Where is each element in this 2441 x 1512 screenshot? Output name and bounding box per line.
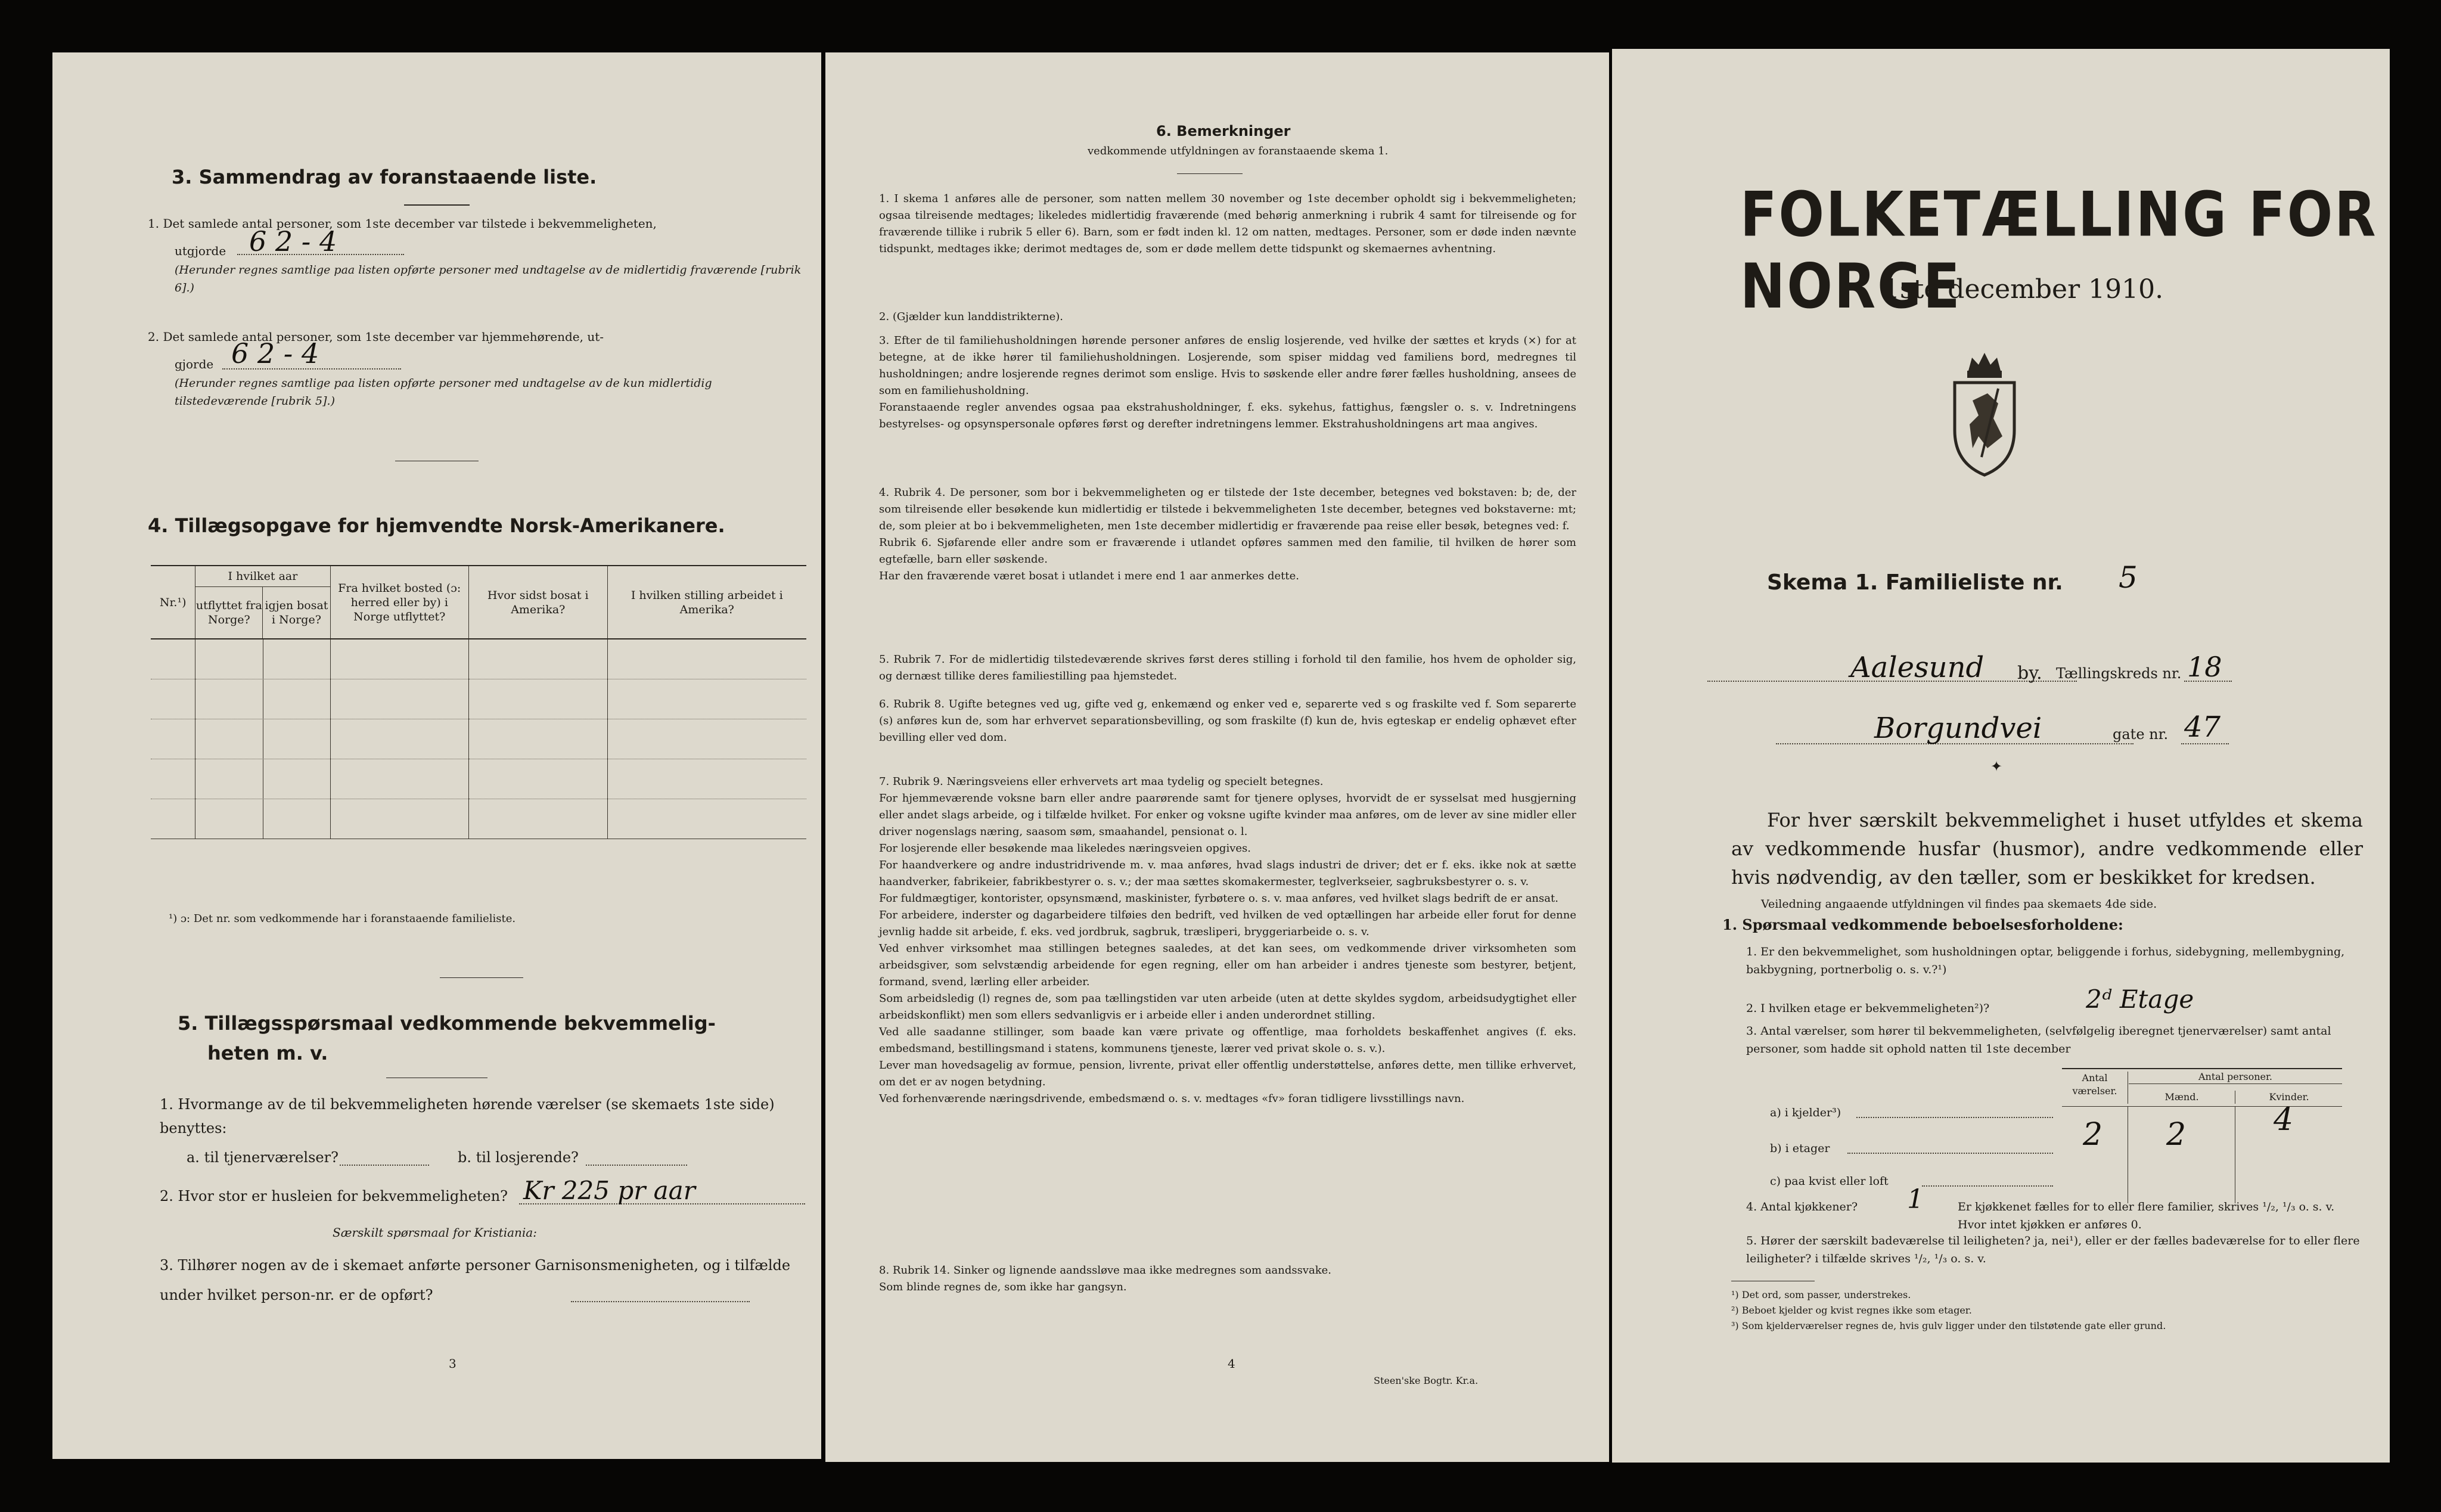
census-date: 1ste december 1910. — [1883, 274, 2164, 305]
page-1-cover — [1612, 49, 2390, 1463]
remark-1: 1. I skema 1 anføres alle de personer, som natten mellem 30 november og 1ste december opholdt sig i bekvemmeligheten; ogsaa tilreisende medtages; likeledes midlertidig fraværende (med behørig anmerkning i rubrik 4 samt for tilreisende og for fraværende tillike i rubrik 5 eller 6). Barn, som er født inden kl. 12 om natten, medtages. Personer, som er døde inden nævnte tidspunkt, medtages ikke; derimot medtages de, som er døde mellem dette tidspunkt og skemaernes avhentning. — [879, 193, 1576, 255]
q5: 5. Hører der særskilt badeværelse til leiligheten? ja, nei¹), eller er der fælles badeværelse for to eller flere leiligheter? i tilfælde skrives ¹/₂, ¹/₃ o. s. v. — [1746, 1234, 2360, 1265]
col-from: Fra hvilket bosted (ɔ: herred eller by) i Norge utflyttet? — [330, 566, 469, 639]
remark-5: 5. Rubrik 7. For de midlertidig tilstedeværende skrives først deres stilling i forhold til den familie, hos hvem de opholder sig, og dernæst tillike deres familiestilling paa hjemstedet. — [879, 653, 1576, 682]
coat-of-arms-icon — [1946, 347, 2023, 478]
col-out: utflyttet fra Norge? — [195, 587, 263, 638]
s3-q1: 1. Det samlede antal personer, som 1ste december var tilstede i bekvemmeligheten, — [148, 216, 657, 231]
table-row — [151, 799, 806, 839]
s5-q1: 1. Hvormange av de til bekvemmeligheten hørende værelser (se skemaets 1ste side) benyttes: — [160, 1096, 775, 1137]
gate-label: gate nr. — [2113, 726, 2169, 743]
remark-6: 6. Rubrik 8. Ugifte betegnes ved ug, gifte ved g, enkemænd og enker ved e, separerte ved s og fraskilte ved f. Som separerte (s) anføres kun de, som har erhvervet separationsbevilling, og som fraskilte (f) kun de, hvis egteskap er endelig ophævet efter bevilling eller ved dom. — [879, 698, 1576, 744]
remark-2: 2. (Gjælder kun landdistrikterne). — [879, 311, 1063, 323]
norsk-amerikanere-table — [151, 566, 806, 839]
remark-7: 7. Rubrik 9. Næringsveiens eller erhvervets art maa tydelig og specielt betegnes. For hjemmeværende voksne barn eller andre paarørende samt for tjenere oplyses, hvorvidt de er sysselsat med husgjerning eller andet slags arbeide, og i tilfælde hvilket. For enker og voksne ugifte kvinder maa anføres, om de lever av sine midler eller driver nogenslags næring, saasom søm, smaahandel, pensionat o. l. For losjerende eller besøkende maa likeledes næringsveien opgives. For haandverkere og andre industridrivende m. v. maa anføres, hvad slags industri de driver; det er f. eks. ikke nok at sætte haandverker, fabrikeier, fabrikbestyrer o. s. v.; der maa sættes skomakermester, teglverkseier, sagbruksbestyrer o. s. v. For fuldmægtiger, kontorister, opsynsmænd, maskinister, fyrbøtere o. s. v. maa anføres, ved hvilket slags bedrift de er ansat. For arbeidere, inderster og dagarbeidere tilføies den bedrift, ved hvilken de ved optællingen har arbeide eller forut for denne jevnlig hadde sit arbeide, f. eks. ved jordbruk, sagbruk, træsliperi, bryggeriarbeide o. s. v. Ved enhver virksomhet maa stillingen betegnes saaledes, at det kan sees, om vedkommende driver virksomheten som arbeidsgiver, som selvstændig arbeidende for egen regning, eller om han arbeider i andres tjeneste som bestyrer, betjent, formand, svend, lærling eller arbeider. Som arbeidsledig (l) regnes de, som paa tællingstiden var uten arbeide (uten at dette skyldes sygdom, arbeidsudygtighet eller arbeidskonflikt) men som ellers sedvanligvis er i arbeide eller i anden underordnet stilling. Ved alle saadanne stillinger, som baade kan være private og offentlige, maa forholdets beskaffenhet angives (f. eks. embedsmand, bestillingsmand i statens, kommunens tjeneste, lærer ved privat skole o. s. v.). Lever man hovedsagelig av formue, pension, livrente, privat eller offentlig understøttelse, anføres dette, men tillike erhvervet, om det er av nogen betydning. Ved forhenværende næringsdrivende, embedsmænd o. s. v. medtages «fv» foran tidligere livsstillings navn. — [879, 775, 1576, 1105]
page-3-left — [52, 52, 821, 1459]
table-row — [151, 639, 806, 679]
men-value: 2 — [2166, 1117, 2187, 1153]
q4-rest: Er kjøkkenet fælles for to eller flere familier, skrives ¹/₂, ¹/₃ o. s. v. Hvor intet kjøkken er anføres 0. — [1958, 1200, 2335, 1231]
s5-q2: 2. Hvor stor er husleien for bekvemmeligheten? — [160, 1188, 508, 1204]
col-rooms: Antal værelser. — [2062, 1072, 2128, 1104]
s3-q2-value: 6 2 - 4 — [231, 337, 319, 370]
remarks-title: 6. Bemerkninger — [1156, 123, 1291, 139]
questions-title: 1. Spørsmaal vedkommende beboelsesforholdene: — [1722, 916, 2123, 933]
col-year-group — [195, 566, 330, 639]
remarks-subtitle: vedkommende utfyldningen av foranstaaende skema 1. — [1088, 145, 1389, 157]
table-row — [151, 759, 806, 799]
row-a: a) i kjelder³) — [1770, 1106, 1841, 1119]
intro-text: For hver særskilt bekvemmelighet i huset utfyldes et skema av vedkommende husfar (husmor), andre vedkommende eller hvis nødvendig, av den tæller, som er beskikket for kredsen. — [1731, 809, 2363, 889]
col-men: Mænd. — [2129, 1091, 2235, 1104]
s3-q2-lead: gjorde — [175, 357, 214, 371]
remark-3: 3. Efter de til familiehusholdningen hørende personer anføres de enslig losjerende, ved hvilke der sættes et kryds (×) for at betegne, at de ikke hører til familiehusholdningen. Losjerende, som spiser middag ved familiens bord, medregnes til husholdningen; andre losjerende regnes derimot som enslige. Hvis to søskende eller andre fører fælles husholdning, ansees de som en familiehusholdning. Foranstaaende regler anvendes ogsaa paa ekstrahusholdninger, f. eks. sykehus, fattighus, fængsler o. s. v. Indretningens bestyrelses- og opsynspersonale opføres først og derefter indretningens lemmer. Ekstrahusholdningens art maa angives. — [879, 334, 1576, 430]
page-number: 4 — [1228, 1356, 1235, 1371]
section-5-title-2: heten m. v. — [207, 1042, 328, 1064]
women-value: 4 — [2274, 1102, 2294, 1138]
s5-q1b: b. til losjerende? — [458, 1149, 579, 1166]
s5-q3: 3. Tilhører nogen av de i skemaet anførte personer Garnisonsmenigheten, og i tilfælde under hvilket person-nr. er de opført? — [160, 1257, 791, 1303]
s3-q2-note: (Herunder regnes samtlige paa listen opførte personer med undtagelse av de kun midlertidig tilstedeværende [rubrik 5].) — [175, 377, 712, 408]
rooms-value: 2 — [2083, 1117, 2103, 1153]
table-row — [151, 719, 806, 759]
intro-note: Veiledning angaaende utfyldningen vil findes paa skemaets 4de side. — [1761, 898, 2157, 911]
page-4-middle — [825, 52, 1609, 1462]
skema-label: Skema 1. Familieliste nr. — [1767, 570, 2063, 595]
table-row — [151, 679, 806, 719]
section-3-title: 3. Sammendrag av foranstaaende liste. — [172, 166, 597, 188]
remark-4: 4. Rubrik 4. De personer, som bor i bekvemmeligheten og er tilstede der 1ste december, betegnes ved bokstaven: b; de, der som tilreisende eller besøkende kun midlertidig er tilstede i bekvemmeligheten 1ste december, betegnes ved bokstaverne: mt; de, som pleier at bo i bekvemmeligheten, men 1ste december midlertidig er fraværende paa reise eller besøk, betegnes ved: f. Rubrik 6. Sjøfarende eller andre som er fraværende i utlandet opføres sammen med den familie, til hvilken de hører som egtefælle, barn eller søskende. Har den fraværende været bosat i utlandet i mere end 1 aar anmerkes dette. — [879, 486, 1576, 582]
footnote-3: ³) Som kjelderværelser regnes de, hvis gulv ligger under den tilstøtende gate eller grund. — [1731, 1320, 2166, 1331]
gate-value: 47 — [2184, 710, 2221, 744]
col-back: igjen bosat i Norge? — [265, 599, 328, 626]
s4-footnote: ¹) ɔ: Det nr. som vedkommende har i foranstaaende familieliste. — [169, 912, 516, 925]
col-job: I hvilken stilling arbeidet i Amerika? — [607, 566, 806, 639]
ornament-icon: ✦ — [1990, 758, 2003, 775]
q4-value: 1 — [1907, 1184, 1924, 1215]
col-nr: Nr.¹) — [151, 566, 195, 639]
krets-label: Tællingskreds nr. — [2056, 665, 2182, 682]
q2-value: 2ᵈ Etage — [2086, 985, 2194, 1014]
street-value: Borgundvei — [1874, 712, 2042, 745]
skema-number: 5 — [2119, 560, 2138, 595]
s5-q2-value: Kr 225 pr aar — [523, 1176, 695, 1205]
section-4-title: 4. Tillægsopgave for hjemvendte Norsk-Amerikanere. — [148, 514, 725, 537]
s3-q2: 2. Det samlede antal personer, som 1ste december var hjemmehørende, ut- — [148, 330, 604, 344]
s5-q1a: a. til tjenerværelser? — [187, 1149, 338, 1166]
col-persons: Antal personer. — [2129, 1070, 2342, 1084]
divider — [404, 204, 470, 206]
q4: 4. Antal kjøkkener? — [1746, 1200, 1858, 1213]
q3: 3. Antal værelser, som hører til bekvemmeligheten, (selvfølgelig iberegnet tjenerværelser) samt antal personer, som hadde sit ophold natten til 1ste december — [1746, 1024, 2331, 1055]
printer: Steen'ske Bogtr. Kr.a. — [1374, 1375, 1479, 1386]
section-5-title-1: 5. Tillægsspørsmaal vedkommende bekvemmelig- — [178, 1012, 716, 1035]
s3-q1-lead: utgjorde — [175, 244, 226, 258]
s3-q1-value: 6 2 - 4 — [249, 225, 337, 257]
col-women: Kvinder. — [2269, 1091, 2309, 1103]
row-b: b) i etager — [1770, 1142, 1830, 1155]
by-label: by. — [2017, 663, 2042, 684]
city-value: Aalesund — [1850, 651, 1985, 684]
col-last: Hvor sidst bosat i Amerika? — [469, 566, 608, 639]
footnote-1: ¹) Det ord, som passer, understrekes. — [1731, 1289, 1911, 1300]
row-c: c) paa kvist eller loft — [1770, 1175, 1889, 1188]
remark-8: 8. Rubrik 14. Sinker og lignende aandssløve maa ikke medregnes som aandssvake. Som blinde regnes de, som ikke har gangsyn. — [879, 1264, 1332, 1293]
page-number: 3 — [449, 1356, 456, 1371]
s3-q1-note: (Herunder regnes samtlige paa listen opførte personer med undtagelse av de midlertidig fraværende [rubrik 6].) — [175, 263, 802, 294]
krets-value: 18 — [2187, 651, 2222, 683]
s5-special: Særskilt spørsmaal for Kristiania: — [333, 1225, 537, 1240]
q1: 1. Er den bekvemmelighet, som husholdningen optar, beliggende i forhus, sidebygning, mellembygning, bakbygning, portnerbolig o. s. v.?¹) — [1746, 945, 2345, 976]
footnote-2: ²) Beboet kjelder og kvist regnes ikke som etager. — [1731, 1305, 1972, 1316]
col-year: I hvilket aar — [195, 566, 330, 587]
census-title: FOLKETÆLLING FOR NORGE — [1740, 179, 2378, 323]
rooms-persons-table — [2062, 1068, 2342, 1203]
q2: 2. I hvilken etage er bekvemmeligheten²)? — [1746, 1002, 1990, 1015]
